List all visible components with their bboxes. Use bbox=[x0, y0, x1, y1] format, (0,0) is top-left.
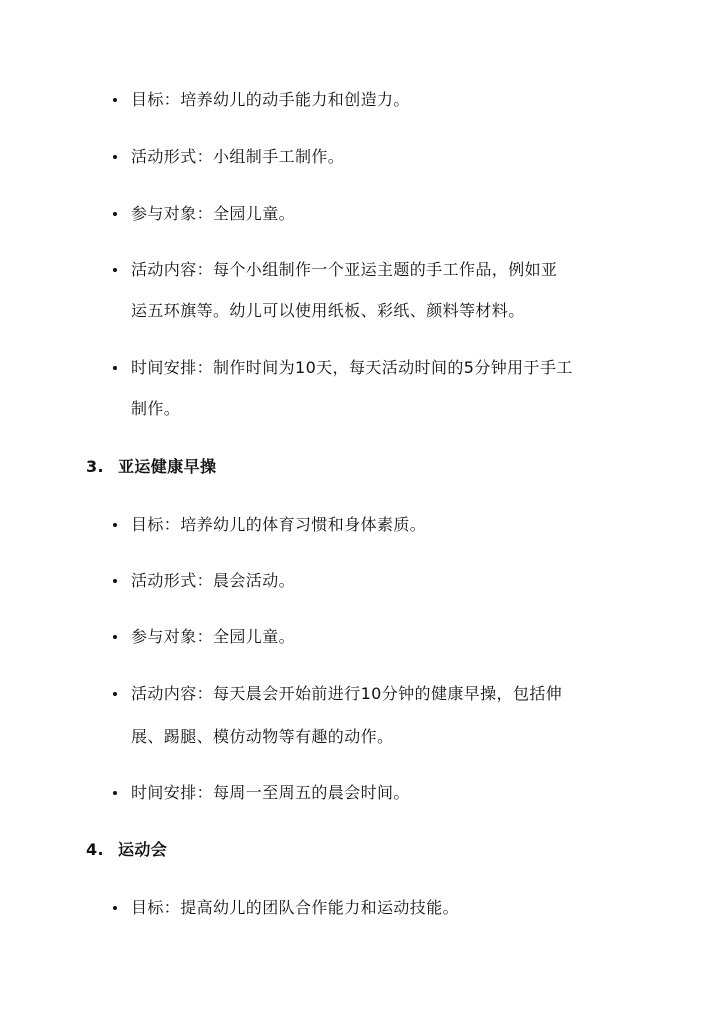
section-title: 亚运健康早操 bbox=[118, 457, 217, 476]
section-heading bbox=[86, 840, 167, 860]
section-title: 运动会 bbox=[118, 840, 168, 859]
bullet bbox=[112, 262, 120, 270]
list-item: 目标：培养幼儿的体育习惯和身体素质。 bbox=[131, 515, 427, 534]
bullet bbox=[112, 900, 120, 908]
bullet bbox=[112, 149, 120, 157]
bullet bbox=[112, 517, 120, 525]
list-item: 活动内容：每个小组制作一个亚运主题的手工作品，例如亚 bbox=[131, 260, 558, 279]
list-item: 活动形式：小组制手工制作。 bbox=[131, 147, 345, 166]
bullet bbox=[112, 92, 120, 100]
list-item-continuation: 展、踢腿、模仿动物等有趣的动作。 bbox=[131, 727, 394, 746]
list-item: 时间安排：制作时间为10天，每天活动时间的5分钟用于手工 bbox=[131, 358, 573, 377]
list-item: 活动内容：每天晨会开始前进行10分钟的健康早操，包括伸 bbox=[131, 684, 563, 703]
list-item: 活动形式：晨会活动。 bbox=[131, 571, 296, 590]
list-item: 目标：培养幼儿的动手能力和创造力。 bbox=[131, 90, 410, 109]
list-item-continuation: 运五环旗等。幼儿可以使用纸板、彩纸、颜料等材料。 bbox=[131, 301, 525, 320]
section-number: 4. bbox=[86, 840, 105, 859]
bullet bbox=[112, 573, 120, 581]
bullet bbox=[112, 360, 120, 368]
list-item: 目标：提高幼儿的团队合作能力和运动技能。 bbox=[131, 898, 460, 917]
bullet bbox=[112, 206, 120, 214]
list-item-continuation: 制作。 bbox=[131, 399, 181, 418]
section-number: 3. bbox=[86, 457, 105, 476]
bullet bbox=[112, 785, 120, 793]
section-heading bbox=[86, 457, 216, 477]
bullet bbox=[112, 686, 120, 694]
list-item: 参与对象：全园儿童。 bbox=[131, 627, 296, 646]
list-item: 参与对象：全园儿童。 bbox=[131, 204, 296, 223]
list-item: 时间安排：每周一至周五的晨会时间。 bbox=[131, 783, 410, 802]
bullet bbox=[112, 629, 120, 637]
